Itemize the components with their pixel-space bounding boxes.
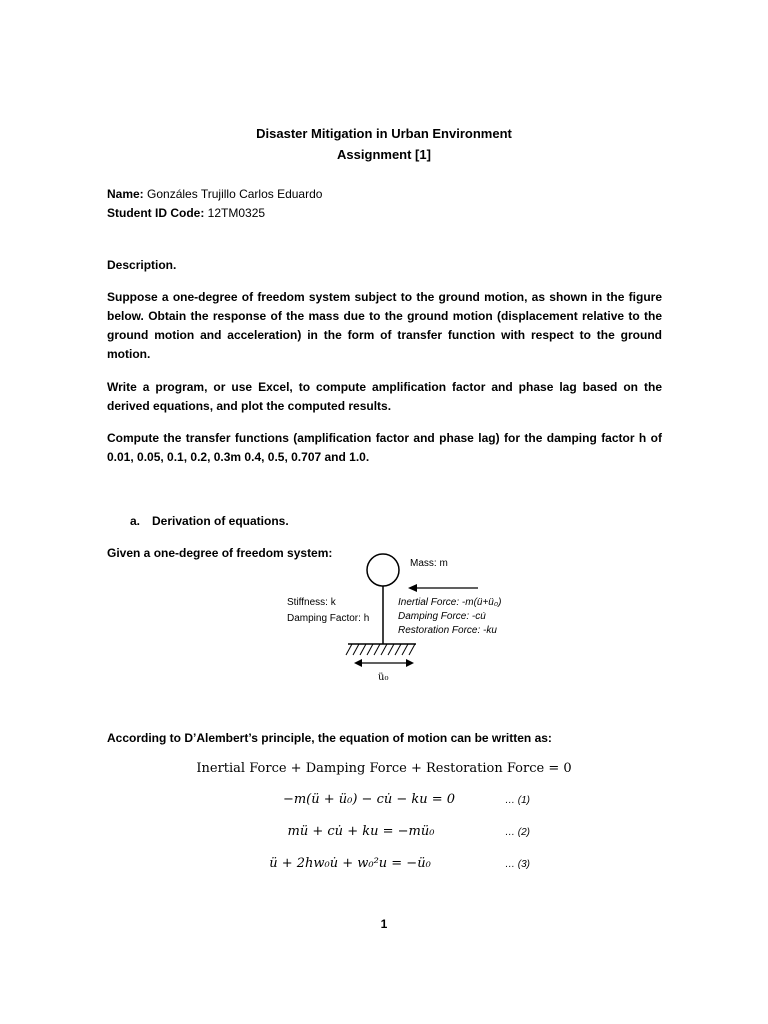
ground-motion-arrow [354,659,414,667]
document-title: Disaster Mitigation in Urban Environment [256,126,512,141]
equation-3: ü + 2hw₀u̇ + w₀²u = −ü₀ [269,856,431,871]
description-paragraph-2: Write a program, or use Excel, to compute amplification factor and phase lag based on the derived equations, and plot the computed results. [107,380,662,413]
inertial-force-arrow [408,584,478,592]
damping-force-label: Damping Force: -cu̇ [398,611,486,622]
ground-acceleration-label: ü₀ [378,672,389,683]
ground-hatch [346,644,415,655]
given-text: Given a one-degree of freedom system: [107,546,333,560]
dalembert-text: According to D’Alembert’s principle, the equation of motion can be written as: [107,731,552,745]
stiffness-label: Stiffness: k [287,597,336,608]
equation-0: Inertial Force + Damping Force + Restoration Force = 0 [196,761,572,776]
document-subtitle: Assignment [1] [337,147,431,162]
id-label: Student ID Code: [107,206,205,220]
equation-2: mü + cu̇ + ku = −mü₀ [287,824,435,839]
description-paragraph-1: Suppose a one-degree of freedom system subject to the ground motion, as shown in the figure below. Obtain the response of the mass due to the ground motion (displacement relative to the ground motion and acceleration) in the form of transfer function with respect to the ground motion. [107,290,662,361]
student-name: Gonzáles Trujillo Carlos Eduardo [147,187,323,201]
description-paragraph-3: Compute the transfer functions (amplification factor and phase lag) for the damping factor h of 0.01, 0.05, 0.1, 0.2, 0.3m 0.4, 0.5, 0.707 and 1.0. [107,431,662,464]
page-number: 1 [380,917,388,931]
equation-1-number: … (1) [505,795,530,806]
mass-circle [367,554,399,586]
equation-2-number: … (2) [505,827,530,838]
mass-label: Mass: m [410,558,448,569]
section-a-heading: Derivation of equations. [152,514,289,528]
section-a-marker: a. [130,514,141,528]
description-heading: Description. [107,258,177,272]
student-name-line [107,187,322,201]
inertial-force-label: Inertial Force: -m(ü+ü₀) [398,597,502,608]
equation-3-number: … (3) [505,859,530,870]
student-id: 12TM0325 [207,206,266,220]
restoration-force-label: Restoration Force: -ku [398,625,497,636]
student-id-line [107,206,265,220]
damping-factor-label: Damping Factor: h [287,613,370,624]
name-label: Name: [107,187,144,201]
equation-1: −m(ü + ü₀) − cu̇ − ku = 0 [282,792,456,807]
